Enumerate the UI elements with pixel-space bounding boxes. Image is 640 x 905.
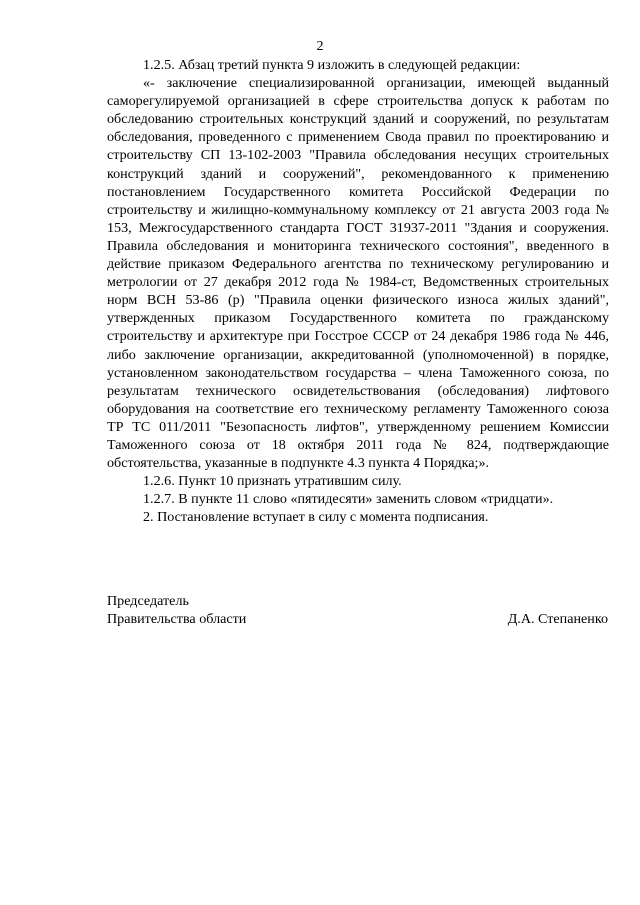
signatory-title-line1: Председатель	[107, 593, 189, 609]
document-body	[107, 56, 609, 526]
signatory-name: Д.А. Степаненко	[507, 611, 608, 628]
paragraph-2: 2. Постановление вступает в силу с момента подписания.	[143, 509, 489, 526]
paragraph-1-2-5: 1.2.5. Абзац третий пункта 9 изложить в следующей редакции:	[143, 57, 521, 73]
signatory-title-line2: Правительства области	[107, 611, 247, 628]
signature-block	[107, 592, 608, 628]
paragraph-quoted-text: «- заключение специализированной организации, имеющей выданный саморегулируемой организацией в сфере строительства допуск к работам по обследованию строительных конструкций зданий и сооружений, по результатам обследования, проведенного с применением Свода правил по проектированию и строительству СП 13-102-2003 "Правила обследования несущих строительных конструкций зданий и сооружений", рекомендованного к применению постановлением Государственного комитета Российской Федерации по строительству и жилищно-коммунальному комплексу от 21 августа 2003 года № 153, Межгосударственного стандарта ГОСТ 31937-2011 "Здания и сооружения. Правила обследования и мониторинга технического состояния", введенного в действие приказом Федерального агентства по техническому регулированию и метрологии от 27 декабря 2012 года № 1984-ст, Ведомственных строительных норм ВСН 53-86 (р) "Правила оценки физического износа жилых зданий", утвержденных приказом Государственного комитета по гражданскому строительству и архитектуре при Госстрое СССР от 24 декабря 1986 года № 446, либо заключение организации, аккредитованной (уполномоченной) в порядке, установленном законодательством государства – члена Таможенного союза, по результатам технического освидетельствования (обследования) лифтового оборудования на соответствие его техническому регламенту Таможенного союза ТР ТС 011/2011 "Безопасность лифтов", утвержденному решением Комиссии Таможенного союза от 18 октября 2011 года № 824, подтверждающие обстоятельства, указанные в подпункте 4.3 пункта 4 Порядка;».	[107, 75, 609, 472]
paragraph-1-2-7: 1.2.7. В пункте 11 слово «пятидесяти» заменить словом «тридцати».	[143, 491, 554, 508]
page-number: 2	[316, 38, 324, 54]
signature-line	[107, 610, 608, 628]
paragraph-1-2-6: 1.2.6. Пункт 10 признать утратившим силу.	[143, 473, 402, 490]
